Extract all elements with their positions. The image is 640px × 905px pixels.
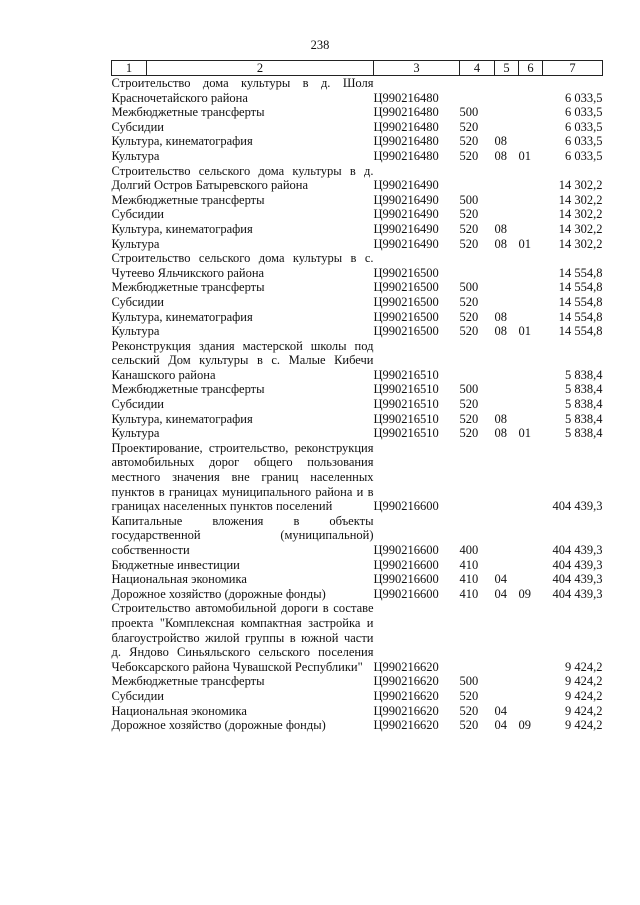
row-subsection [519,207,543,222]
row-expense-type: 500 [459,105,479,120]
row-amount: 404 439,3 [552,572,603,587]
table-row [112,222,603,237]
row-amount: 14 302,2 [558,192,603,207]
row-code: Ц990216620 [373,688,439,703]
row-expense-type: 410 [459,586,479,601]
row-section: 08 [494,309,507,324]
row-code: Ц990216490 [373,207,439,222]
row-code: Ц990216600 [373,586,439,601]
row-subsection [519,251,543,280]
row-subsection [519,412,543,427]
row-name: Бюджетные инвестиции [111,557,240,572]
row-subsection [519,120,543,135]
row-section: 04 [494,718,507,733]
row-amount: 9 424,2 [565,674,603,689]
row-expense-type: 500 [459,382,479,397]
row-section [495,382,519,397]
row-expense-type: 520 [459,703,479,718]
row-name: Строительство сельского дома культуры в с. Чутеево Яльчикского района [111,251,374,280]
row-subsection [519,674,543,689]
row-subsection [519,689,543,704]
row-section: 08 [494,148,507,163]
row-amount: 6 033,5 [565,119,603,134]
row-section [495,397,519,412]
row-code: Ц990216480 [373,148,439,163]
row-expense-type: 400 [459,543,479,557]
row-subsection [519,295,543,310]
row-name: Субсидии [111,294,164,309]
row-expense-type: 520 [459,294,479,309]
table-row [112,295,603,310]
row-section: 08 [494,236,507,251]
row-expense-type: 410 [459,557,479,572]
row-name: Субсидии [111,397,164,412]
row-code: Ц990216490 [373,178,439,193]
row-amount: 14 554,8 [558,324,603,339]
row-amount: 14 302,2 [558,207,603,222]
table-row [112,572,603,587]
row-expense-type: 500 [459,674,479,689]
row-name: Культура, кинематография [111,221,253,236]
header-cell: 6 [519,61,543,76]
row-section: 08 [494,324,507,339]
header-cell: 4 [460,61,495,76]
row-name: Реконструкция здания мастерской школы под сельский Дом культуры в с. Малые Кибечи Канашского района [111,338,374,382]
row-code: Ц990216500 [373,309,439,324]
row-subsection: 01 [518,324,531,339]
row-expense-type [460,251,495,280]
row-name: Проектирование, строительство, реконструкция автомобильных дорог общего пользования местного значения вне границ населенных пунктов в границах муниципального района и в границах населенных пунктов поселений [111,440,374,514]
row-section [495,193,519,208]
row-expense-type [460,164,495,193]
row-expense-type: 520 [459,411,479,426]
row-code: Ц990216500 [373,280,439,295]
row-code: Ц990216510 [373,411,439,426]
table-row [112,587,603,602]
row-expense-type: 520 [459,426,479,441]
row-section [495,76,519,106]
row-section: 04 [494,572,507,587]
row-name: Культура, кинематография [111,411,253,426]
row-subsection [519,601,543,674]
row-subsection [519,441,543,514]
row-expense-type: 500 [459,280,479,295]
table-row [112,704,603,719]
row-amount: 14 302,2 [558,221,603,236]
row-section [495,689,519,704]
row-subsection [519,76,543,106]
row-code: Ц990216510 [373,367,439,382]
row-name: Культура [111,324,160,339]
page-number: 238 [310,38,330,52]
row-amount: 5 838,4 [565,411,603,426]
row-amount: 9 424,2 [565,688,603,703]
row-amount: 5 838,4 [565,367,603,382]
row-code: Ц990216490 [373,221,439,236]
row-expense-type: 520 [459,148,479,163]
row-amount: 6 033,5 [565,90,603,105]
row-code: Ц990216500 [373,324,439,339]
row-amount: 404 439,3 [552,543,603,557]
row-section [495,120,519,135]
row-amount: 5 838,4 [565,397,603,412]
row-code: Ц990216500 [373,265,439,280]
row-code: Ц990216480 [373,90,439,105]
table-row [112,251,603,280]
table-row [112,149,603,164]
row-name: Субсидии [111,688,164,703]
row-code: Ц990216620 [373,659,439,674]
row-section: 04 [494,586,507,601]
table-row [112,426,603,441]
row-subsection: 01 [518,148,531,163]
table-row [112,397,603,412]
row-code: Ц990216600 [373,572,439,587]
table-row [112,280,603,295]
row-section [495,601,519,674]
row-name: Субсидии [111,119,164,134]
header-row [112,61,603,76]
row-amount: 404 439,3 [552,499,603,514]
row-code: Ц990216510 [373,426,439,441]
row-section [495,251,519,280]
row-subsection: 09 [518,718,531,733]
row-name: Межбюджетные трансферты [111,382,265,397]
row-expense-type: 500 [459,192,479,207]
header-cell: 2 [147,61,374,76]
row-code: Ц990216600 [373,499,439,514]
table-row [112,382,603,397]
row-section [495,280,519,295]
row-name: Дорожное хозяйство (дорожные фонды) [111,586,326,601]
row-subsection [519,558,543,573]
row-section [495,207,519,222]
header-cell: 7 [543,61,603,76]
table-row [112,105,603,120]
row-subsection [519,310,543,325]
row-name: Строительство автомобильной дороги в составе проекта "Комплексная компактная застройка и благоустройство жилой группы в южной части д. Яндово Синьяльского сельского поселения Чебоксарского района Чувашской Республики" [111,601,374,674]
table-row [112,120,603,135]
row-code: Ц990216510 [373,382,439,397]
row-name: Культура [111,236,160,251]
row-amount: 14 554,8 [558,309,603,324]
row-expense-type: 410 [459,572,479,587]
table-row [112,601,603,674]
row-subsection [519,193,543,208]
row-subsection: 09 [518,586,531,601]
table-row [112,718,603,733]
row-amount: 14 554,8 [558,280,603,295]
row-expense-type [460,339,495,383]
table-row [112,441,603,514]
table-row [112,193,603,208]
row-subsection: 01 [518,236,531,251]
row-name: Строительство сельского дома культуры в д. Долгий Остров Батыревского района [111,163,374,193]
table-row [112,324,603,339]
row-amount: 9 424,2 [565,659,603,674]
row-expense-type: 520 [459,718,479,733]
row-section [495,674,519,689]
row-name: Строительство дома культуры в д. Шоля Красночетайского района [111,76,374,105]
row-section [495,514,519,558]
row-section: 08 [494,134,507,149]
row-name: Капитальные вложения в объекты государственной (муниципальной) собственности [111,513,374,557]
row-code: Ц990216480 [373,105,439,120]
table-row [112,558,603,573]
row-subsection [519,339,543,383]
row-subsection: 01 [518,426,531,441]
row-expense-type: 520 [459,309,479,324]
row-section [495,558,519,573]
row-section: 08 [494,426,507,441]
row-expense-type: 520 [459,688,479,703]
table-row [112,412,603,427]
row-amount: 404 439,3 [552,557,603,572]
row-section [495,105,519,120]
row-amount: 5 838,4 [565,426,603,441]
table-row [112,514,603,558]
row-subsection [519,164,543,193]
table-row [112,237,603,252]
row-expense-type [460,76,495,106]
row-expense-type: 520 [459,134,479,149]
table-row [112,339,603,383]
table-row [112,689,603,704]
row-amount: 6 033,5 [565,134,603,149]
row-expense-type: 520 [459,221,479,236]
header-cell: 3 [374,61,460,76]
row-code: Ц990216500 [373,294,439,309]
row-amount: 14 302,2 [558,236,603,251]
row-expense-type: 520 [459,207,479,222]
row-name: Национальная экономика [111,703,247,718]
row-subsection [519,280,543,295]
table-row [112,310,603,325]
row-section [495,441,519,514]
row-expense-type: 520 [459,324,479,339]
row-code: Ц990216620 [373,703,439,718]
table-row [112,134,603,149]
row-name: Национальная экономика [111,572,247,587]
row-code: Ц990216490 [373,192,439,207]
row-subsection [519,514,543,558]
row-subsection [519,382,543,397]
row-section [495,295,519,310]
row-name: Культура, кинематография [111,309,253,324]
row-code: Ц990216600 [373,543,439,557]
budget-table [111,60,603,733]
header-cell: 5 [495,61,519,76]
row-name: Культура [111,426,160,441]
row-code: Ц990216490 [373,236,439,251]
row-section [495,164,519,193]
row-code: Ц990216480 [373,119,439,134]
row-amount: 9 424,2 [565,703,603,718]
row-section: 04 [494,703,507,718]
row-subsection [519,397,543,412]
row-expense-type: 520 [459,236,479,251]
row-expense-type [460,441,495,514]
row-subsection [519,134,543,149]
row-amount: 14 302,2 [558,178,603,193]
row-amount: 404 439,3 [552,586,603,601]
row-name: Дорожное хозяйство (дорожные фонды) [111,718,326,733]
table-row [112,76,603,106]
row-amount: 5 838,4 [565,382,603,397]
row-amount: 14 554,8 [558,265,603,280]
row-subsection [519,222,543,237]
row-section: 08 [494,411,507,426]
table-row [112,164,603,193]
table-row [112,207,603,222]
row-expense-type: 520 [459,397,479,412]
row-amount: 6 033,5 [565,148,603,163]
table-row [112,674,603,689]
row-section [495,339,519,383]
row-name: Межбюджетные трансферты [111,105,265,120]
row-name: Субсидии [111,207,164,222]
row-amount: 9 424,2 [565,718,603,733]
row-name: Межбюджетные трансферты [111,192,265,207]
row-amount: 6 033,5 [565,105,603,120]
row-code: Ц990216620 [373,718,439,733]
row-code: Ц990216510 [373,397,439,412]
row-code: Ц990216480 [373,134,439,149]
row-name: Культура [111,148,160,163]
row-expense-type [460,601,495,674]
row-subsection [519,105,543,120]
row-name: Межбюджетные трансферты [111,280,265,295]
header-cell: 1 [112,61,147,76]
row-code: Ц990216600 [373,557,439,572]
row-expense-type: 520 [459,119,479,134]
row-subsection [519,572,543,587]
row-name: Межбюджетные трансферты [111,674,265,689]
row-section: 08 [494,221,507,236]
row-amount: 14 554,8 [558,294,603,309]
row-code: Ц990216620 [373,674,439,689]
row-subsection [519,704,543,719]
row-name: Культура, кинематография [111,134,253,149]
